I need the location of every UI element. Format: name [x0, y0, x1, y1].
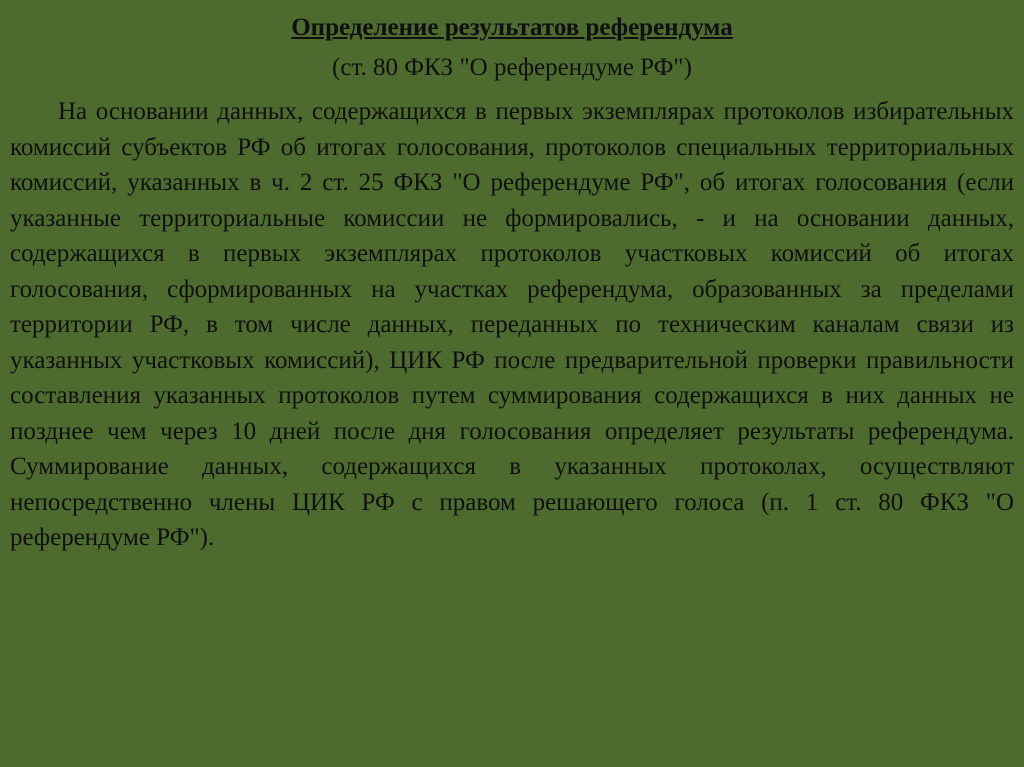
slide-content: [10, 10, 1014, 556]
slide-body-paragraph: На основании данных, содержащихся в первых экземплярах протоколов избирательных комиссий субъектов РФ об итогах голосования, протоколов специальных территориальных комиссий, указанных в ч. 2 ст. 25 ФКЗ "О референдуме РФ", об итогах голосования (если указанные территориальные комиссии не формировались, - и на основании данных, содержащихся в первых экземплярах протоколов участковых комиссий об итогах голосования, сформированных на участках референдума, образованных за пределами территории РФ, в том числе данных, переданных по техническим каналам связи из указанных участковых комиссий), ЦИК РФ после предварительной проверки правильности составления указанных протоколов путем суммирования содержащихся в них данных не позднее чем через 10 дней после дня голосования определяет результаты референдума. Суммирование данных, содержащихся в указанных протоколах, осуществляют непосредственно члены ЦИК РФ с правом решающего голоса (п. 1 ст. 80 ФКЗ "О референдуме РФ").: [10, 98, 1014, 551]
slide-subtitle: (ст. 80 ФКЗ "О референдуме РФ"): [332, 54, 692, 81]
slide-title: Определение результатов референдума: [291, 14, 733, 41]
